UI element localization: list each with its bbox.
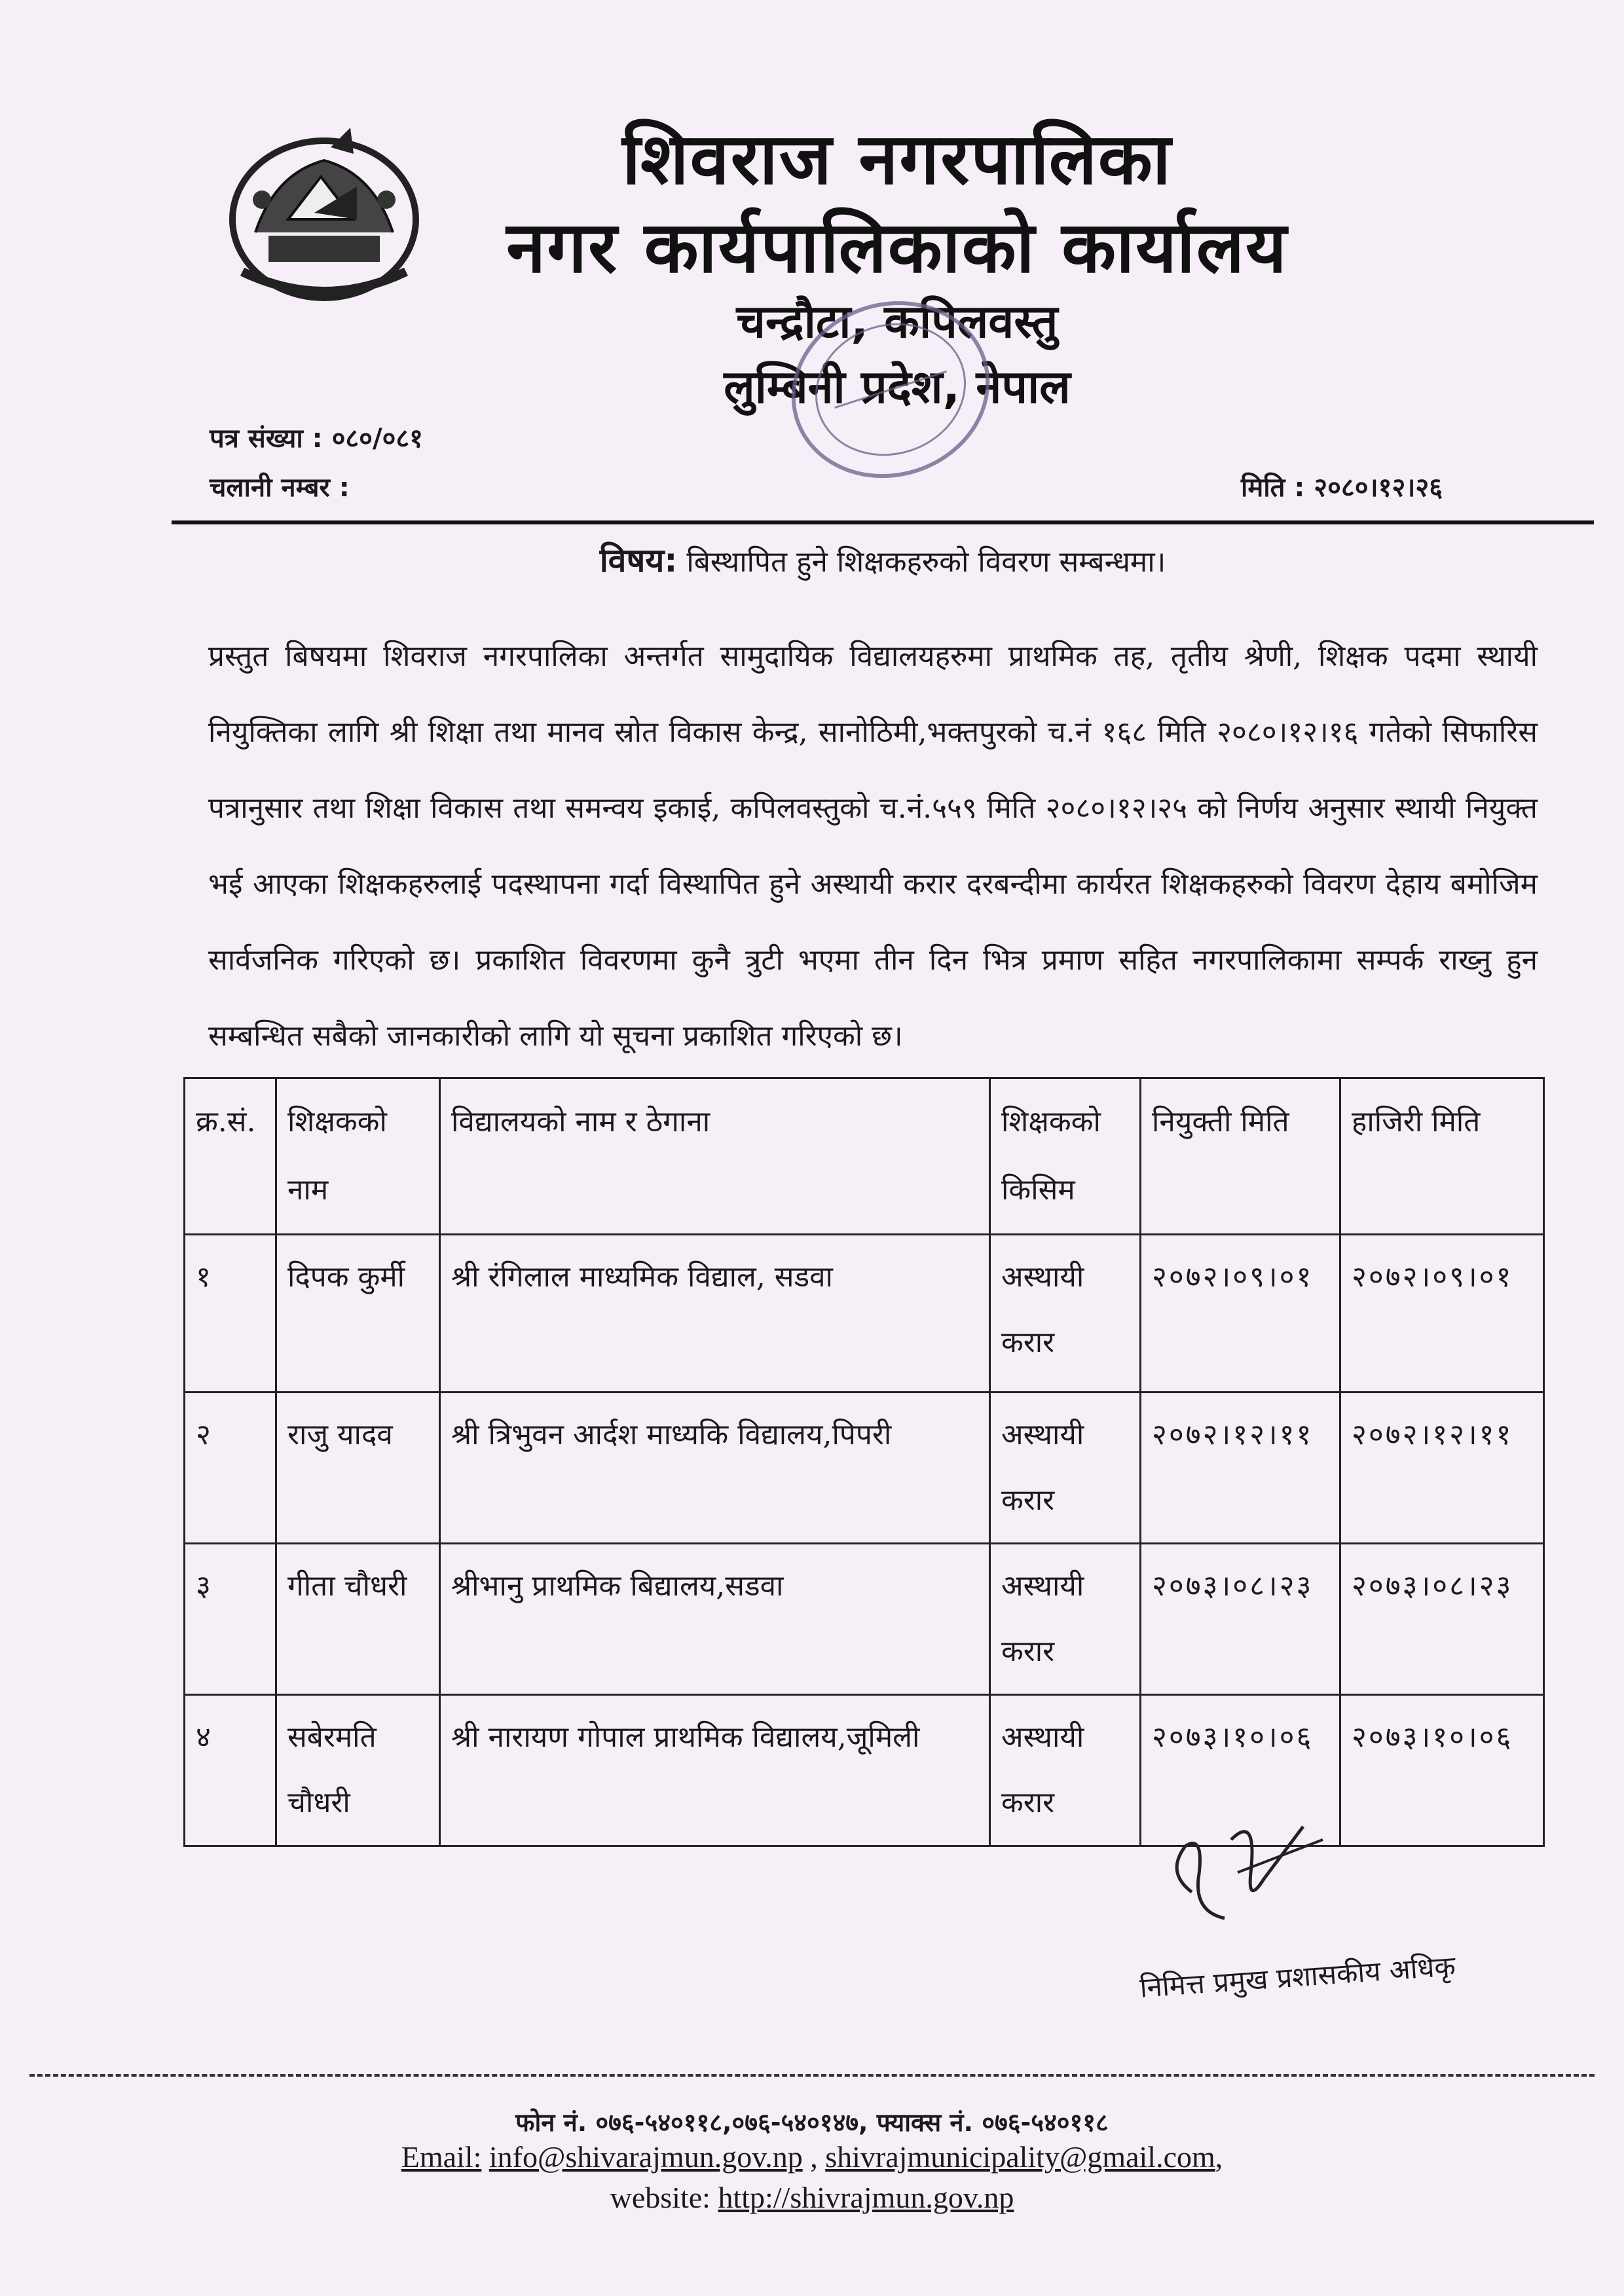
col-header-school: विद्यालयको नाम र ठेगाना xyxy=(440,1078,990,1235)
website-label: website: xyxy=(610,2181,710,2214)
cell-school: श्री नारायण गोपाल प्राथमिक विद्यालय,जूमिली xyxy=(440,1695,990,1846)
col-header-type: शिक्षकको किसिम xyxy=(990,1078,1141,1235)
subject-label: विषय: xyxy=(599,541,678,579)
cell-serial: १ xyxy=(185,1235,276,1393)
cell-teacher-name: दिपक कुर्मी xyxy=(276,1235,440,1393)
cell-school: श्रीभानु प्राथमिक बिद्यालय,सडवा xyxy=(440,1544,990,1695)
cell-teacher-name: सबेरमति चौधरी xyxy=(276,1695,440,1846)
cell-serial: २ xyxy=(185,1393,276,1544)
cell-appointment-date: २०७२।०९।०१ xyxy=(1141,1235,1340,1393)
email-link-2[interactable]: shivrajmunicipality@gmail.com xyxy=(825,2140,1215,2174)
office-seal-icon xyxy=(753,282,1028,498)
office-title-line2: नगर कार्यपालिकाको कार्यालय xyxy=(506,207,1288,289)
dispatch-number: चलानी नम्बर : xyxy=(210,473,350,503)
col-header-appointment-date: नियुक्ती मिति xyxy=(1141,1078,1340,1235)
cell-school: श्री रंगिलाल माध्यमिक विद्याल, सडवा xyxy=(440,1235,990,1393)
table-header-row xyxy=(185,1078,1544,1235)
cell-attendance-date: २०७२।१२।११ xyxy=(1340,1393,1544,1544)
cell-type: अस्थायी करार xyxy=(990,1393,1141,1544)
cell-serial: ४ xyxy=(185,1695,276,1846)
subject-line xyxy=(172,537,1594,581)
website-link[interactable]: http://shivrajmun.gov.np xyxy=(718,2181,1014,2214)
footer-phone: फोन नं. ०७६-५४०११८,०७६-५४०१४७, फ्याक्स नं. ०७६-५४०११८ xyxy=(515,2108,1109,2137)
signatory-title: निमित्त प्रमुख प्रशासकीय अधिकृ xyxy=(1138,1950,1457,2004)
nepal-emblem-icon xyxy=(216,121,432,318)
cell-type: अस्थायी करार xyxy=(990,1695,1141,1846)
footer-email-line: Email: info@shivarajmun.gov.np , shivrajmunicipality@gmail.com, xyxy=(401,2140,1223,2174)
header-divider xyxy=(172,520,1594,524)
col-header-serial: क्र.सं. xyxy=(185,1078,276,1235)
cell-appointment-date: २०७३।१०।०६ xyxy=(1141,1695,1340,1846)
cell-teacher-name: गीता चौधरी xyxy=(276,1544,440,1695)
cell-appointment-date: २०७२।१२।११ xyxy=(1141,1393,1340,1544)
letter-date: मिति : २०८०।१२।२६ xyxy=(1241,473,1443,503)
cell-attendance-date: २०७३।०८।२३ xyxy=(1340,1544,1544,1695)
letter-number: पत्र संख्या : ०८०/०८१ xyxy=(210,424,423,454)
cell-teacher-name: राजु यादव xyxy=(276,1393,440,1544)
col-header-attendance-date: हाजिरी मिति xyxy=(1340,1078,1544,1235)
displaced-teachers-table xyxy=(183,1077,1545,1847)
cell-serial: ३ xyxy=(185,1544,276,1695)
cell-attendance-date: २०७२।०९।०१ xyxy=(1340,1235,1544,1393)
cell-school: श्री त्रिभुवन आर्दश माध्यकि विद्यालय,पिपरी xyxy=(440,1393,990,1544)
col-header-teacher-name: शिक्षकको नाम xyxy=(276,1078,440,1235)
footer-website-line xyxy=(0,2180,1624,2215)
cell-type: अस्थायी करार xyxy=(990,1544,1141,1695)
office-address-line2: लुम्बिनी प्रदेश, नेपाल xyxy=(724,360,1071,414)
footer-divider xyxy=(29,2074,1595,2077)
table-row xyxy=(185,1544,1544,1695)
subject-text: बिस्थापित हुने शिक्षकहरुको विवरण सम्बन्धमा। xyxy=(686,545,1166,579)
cell-appointment-date: २०७३।०८।२३ xyxy=(1141,1544,1340,1695)
table-row xyxy=(185,1393,1544,1544)
office-address-line1: चन्द्रौटा, कपिलवस्तु xyxy=(736,295,1058,348)
cell-type: अस्थायी करार xyxy=(990,1235,1141,1393)
cell-attendance-date: २०७३।१०।०६ xyxy=(1340,1695,1544,1846)
table-row xyxy=(185,1235,1544,1393)
email-link-1[interactable]: info@shivarajmun.gov.np xyxy=(489,2140,803,2174)
email-label: Email: xyxy=(401,2140,482,2174)
office-title-line1: शिवराज नगरपालिका xyxy=(622,118,1172,200)
body-paragraph: प्रस्तुत बिषयमा शिवराज नगरपालिका अन्तर्गत सामुदायिक विद्यालयहरुमा प्राथमिक तह, तृतीय श्रेणी, शिक्षक पदमा स्थायी नियुक्तिका लागि श्री शिक्षा तथा मानव स्रोत विकास केन्द्र, सानोठिमी,भक्तपुरको च.नं १६८ मिति २०८०।१२।१६ गतेको सिफारिस पत्रानुसार तथा शिक्षा विकास तथा समन्वय इकाई, कपिलवस्तुको च.नं.५५९ मिति २०८०।१२।२५ को निर्णय अनुसार स्थायी नियुक्त भई आएका शिक्षकहरुलाई पदस्थापना गर्दा विस्थापित हुने अस्थायी करार दरबन्दीमा कार्यरत शिक्षकहरुको विवरण देहाय बमोजिम सार्वजनिक गरिएको छ। प्रकाशित विवरणमा कुनै त्रुटी भएमा तीन दिन भित्र प्रमाण सहित नगरपालिकामा सम्पर्क राख्नु हुन सम्बन्धित सबैको जानकारीको लागि यो सूचना प्रकाशित गरिएको छ। xyxy=(208,640,1538,1053)
signature-icon xyxy=(1153,1800,1349,1951)
